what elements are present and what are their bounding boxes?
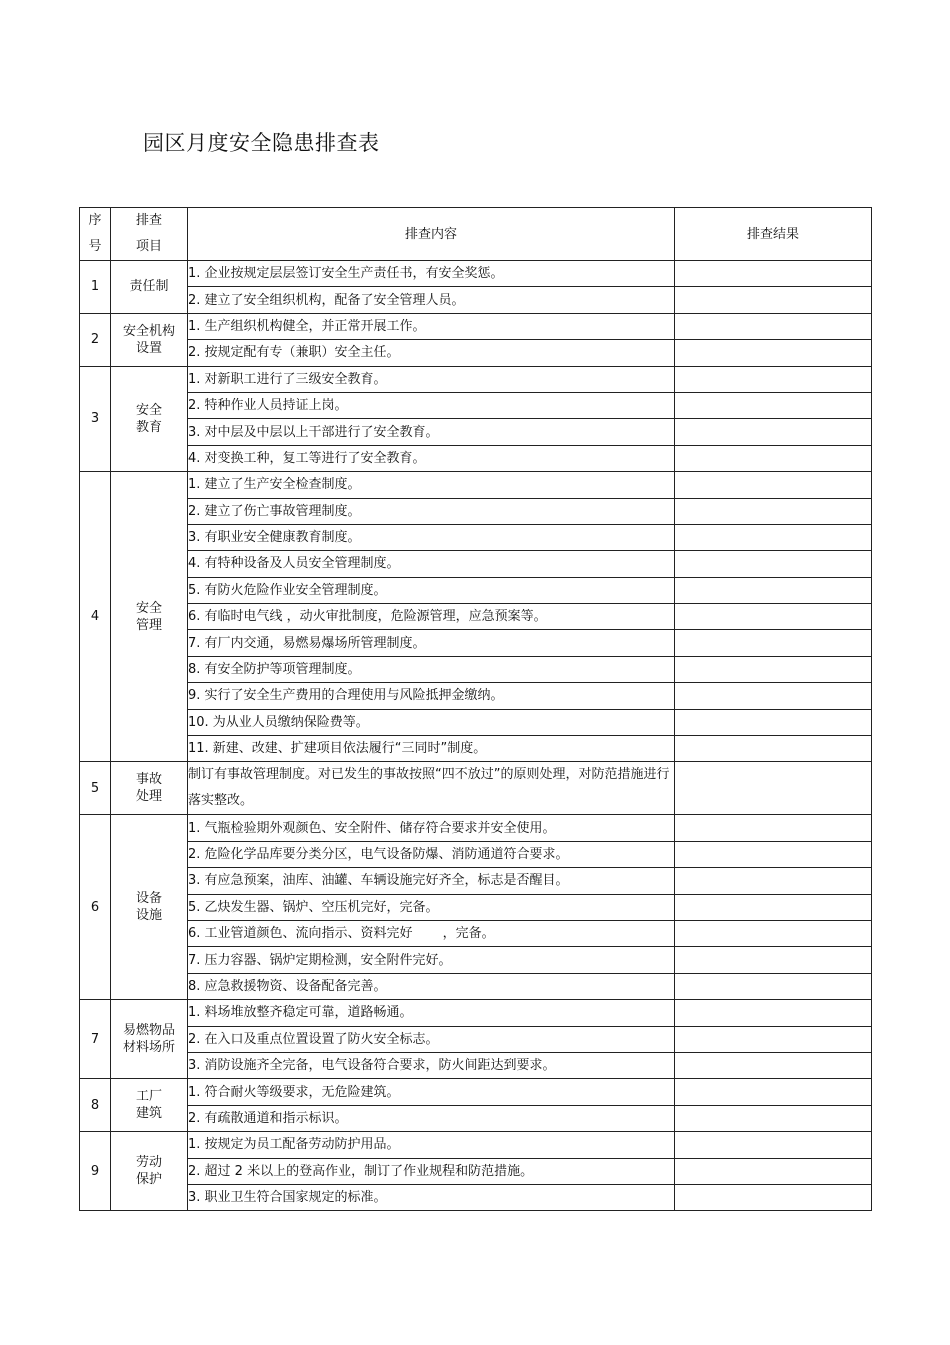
table-row (80, 340, 872, 366)
table-row (80, 973, 872, 999)
section-item-line: 工厂 (135, 1089, 162, 1105)
section-item-line: 设施 (135, 908, 162, 924)
section-item-line: 管理 (135, 617, 162, 633)
table-row (80, 419, 872, 445)
check-content: 1. 生产组织机构健全，并正常开展工作。 (188, 313, 675, 339)
check-content: 2. 有疏散通道和指示标识。 (188, 1105, 675, 1131)
section-item-line: 教育 (135, 419, 162, 435)
table-row (80, 498, 872, 524)
table-row (80, 261, 872, 287)
table-row (80, 841, 872, 867)
section-number: 4 (80, 472, 111, 762)
section-item-line: 建筑 (135, 1106, 162, 1122)
section-item-line: 事故 (135, 772, 162, 788)
check-content: 8. 有安全防护等项管理制度。 (188, 656, 675, 682)
check-result-cell[interactable] (675, 1158, 872, 1184)
check-content: 3. 职业卫生符合国家规定的标准。 (188, 1184, 675, 1210)
check-content: 1. 料场堆放整齐稳定可靠，道路畅通。 (188, 1000, 675, 1026)
section-item-line: 处理 (135, 789, 162, 805)
check-content: 2. 特种作业人员持证上岗。 (188, 392, 675, 418)
section-item-line: 保护 (135, 1172, 162, 1188)
check-content: 2. 建立了安全组织机构，配备了安全管理人员。 (188, 287, 675, 313)
inspection-table (79, 207, 872, 1211)
check-result-cell[interactable] (675, 1184, 872, 1210)
table-row (80, 894, 872, 920)
table-header-row (80, 208, 872, 261)
table-row (80, 287, 872, 313)
check-content: 2. 超过 2 米以上的登高作业，制订了作业规程和防范措施。 (188, 1158, 675, 1184)
check-content: 9. 实行了安全生产费用的合理使用与风险抵押金缴纳。 (188, 683, 675, 709)
table-row (80, 947, 872, 973)
check-result-cell[interactable] (675, 604, 872, 630)
section-number: 5 (80, 762, 111, 815)
check-content: 2. 在入口及重点位置设置了防火安全标志。 (188, 1026, 675, 1052)
table-row (80, 313, 872, 339)
table-row (80, 736, 872, 762)
table-row (80, 551, 872, 577)
section-number: 7 (80, 1000, 111, 1079)
section-number: 1 (80, 261, 111, 314)
table-row (80, 762, 872, 815)
table-row (80, 445, 872, 471)
check-content: 3. 消防设施齐全完备，电气设备符合要求，防火间距达到要求。 (188, 1052, 675, 1078)
check-content: 1. 建立了生产安全检查制度。 (188, 472, 675, 498)
check-content: 2. 危险化学品库要分类分区，电气设备防爆、消防通道符合要求。 (188, 841, 675, 867)
check-content: 3. 有应急预案，油库、油罐、车辆设施完好齐全，标志是否醒目。 (188, 868, 675, 894)
section-item (111, 1079, 188, 1132)
header-no-line2: 号 (88, 239, 102, 254)
section-item-line: 劳动 (135, 1155, 162, 1171)
section-item-line: 设备 (135, 891, 162, 907)
section-item (111, 472, 188, 762)
header-item (111, 208, 188, 261)
check-result-cell[interactable] (675, 841, 872, 867)
table-row (80, 1105, 872, 1131)
header-content: 排查内容 (188, 208, 675, 261)
table-row (80, 472, 872, 498)
check-result-cell[interactable] (675, 1026, 872, 1052)
section-item (111, 1000, 188, 1079)
check-content: 3. 有职业安全健康教育制度。 (188, 524, 675, 550)
section-item (111, 815, 188, 1000)
check-content: 7. 有厂内交通，易燃易爆场所管理制度。 (188, 630, 675, 656)
check-result-cell[interactable] (675, 920, 872, 946)
table-row (80, 577, 872, 603)
check-result-cell[interactable] (675, 1105, 872, 1131)
check-result-cell[interactable] (675, 577, 872, 603)
check-result-cell[interactable] (675, 392, 872, 418)
table-row (80, 1000, 872, 1026)
document-title: 园区月度安全隐患排查表 (143, 131, 380, 155)
check-content: 1. 对新职工进行了三级安全教育。 (188, 366, 675, 392)
check-content: 5. 有防火危险作业安全管理制度。 (188, 577, 675, 603)
section-item (111, 762, 188, 815)
check-content: 7. 压力容器、锅炉定期检测，安全附件完好。 (188, 947, 675, 973)
check-result-cell[interactable] (675, 1132, 872, 1158)
check-content: 1. 企业按规定层层签订安全生产责任书，有安全奖惩。 (188, 261, 675, 287)
header-no-line1: 序 (88, 213, 102, 228)
check-result-cell[interactable] (675, 340, 872, 366)
table-row (80, 920, 872, 946)
table-row (80, 815, 872, 841)
check-result-cell[interactable] (675, 894, 872, 920)
table-row (80, 392, 872, 418)
check-result-cell[interactable] (675, 524, 872, 550)
check-result-cell[interactable] (675, 973, 872, 999)
section-item-line: 责任制 (129, 279, 169, 295)
check-result-cell[interactable] (675, 261, 872, 287)
check-result-cell[interactable] (675, 947, 872, 973)
check-result-cell[interactable] (675, 736, 872, 762)
check-content: 4. 有特种设备及人员安全管理制度。 (188, 551, 675, 577)
section-item (111, 1132, 188, 1211)
table-row (80, 524, 872, 550)
check-result-cell[interactable] (675, 287, 872, 313)
check-result-cell[interactable] (675, 472, 872, 498)
section-number: 6 (80, 815, 111, 1000)
table-row (80, 1158, 872, 1184)
section-number: 2 (80, 313, 111, 366)
check-result-cell[interactable] (675, 1000, 872, 1026)
check-result-cell[interactable] (675, 1079, 872, 1105)
check-result-cell[interactable] (675, 366, 872, 392)
check-content: 6. 工业管道颜色、流向指示、资料完好 ，完备。 (188, 920, 675, 946)
header-no (80, 208, 111, 261)
check-result-cell[interactable] (675, 445, 872, 471)
section-item (111, 261, 188, 314)
section-item-line: 安全 (135, 402, 162, 418)
header-result: 排查结果 (675, 208, 872, 261)
check-result-cell[interactable] (675, 656, 872, 682)
table-row (80, 656, 872, 682)
check-content: 1. 符合耐火等级要求，无危险建筑。 (188, 1079, 675, 1105)
section-item-line: 安全 (135, 600, 162, 616)
section-item (111, 366, 188, 472)
check-result-cell[interactable] (675, 683, 872, 709)
section-item-line: 设置 (135, 340, 162, 356)
section-item-line: 安全机构 (122, 323, 175, 339)
check-content: 4. 对变换工种，复工等进行了安全教育。 (188, 445, 675, 471)
check-content: 3. 对中层及中层以上干部进行了安全教育。 (188, 419, 675, 445)
table-row (80, 630, 872, 656)
check-content: 制订有事故管理制度。对已发生的事故按照“四不放过”的原则处理，对防范措施进行落实整改。 (188, 762, 675, 815)
check-content: 2. 建立了伤亡事故管理制度。 (188, 498, 675, 524)
table-row (80, 709, 872, 735)
header-item-line1: 排查 (135, 213, 162, 228)
section-item (111, 313, 188, 366)
table-row (80, 1132, 872, 1158)
check-content: 11. 新建、改建、扩建项目依法履行“三同时”制度。 (188, 736, 675, 762)
check-content: 8. 应急救援物资、设备配备完善。 (188, 973, 675, 999)
check-result-cell[interactable] (675, 1052, 872, 1078)
check-result-cell[interactable] (675, 313, 872, 339)
section-number: 8 (80, 1079, 111, 1132)
check-result-cell[interactable] (675, 630, 872, 656)
table-row (80, 868, 872, 894)
check-content: 2. 按规定配有专（兼职）安全主任。 (188, 340, 675, 366)
check-result-cell[interactable] (675, 498, 872, 524)
table-row (80, 1184, 872, 1210)
header-item-line2: 项目 (135, 239, 162, 254)
section-item-line: 易燃物品 (122, 1023, 175, 1039)
table-row (80, 604, 872, 630)
section-item-line: 材料场所 (122, 1040, 175, 1056)
table-row (80, 1052, 872, 1078)
check-result-cell[interactable] (675, 815, 872, 841)
check-content: 1. 气瓶检验期外观颜色、安全附件、储存符合要求并安全使用。 (188, 815, 675, 841)
check-result-cell[interactable] (675, 762, 872, 815)
table-row (80, 366, 872, 392)
check-result-cell[interactable] (675, 868, 872, 894)
check-result-cell[interactable] (675, 709, 872, 735)
check-result-cell[interactable] (675, 419, 872, 445)
table-row (80, 683, 872, 709)
section-number: 3 (80, 366, 111, 472)
check-content: 5. 乙炔发生器、锅炉、空压机完好，完备。 (188, 894, 675, 920)
check-content: 10. 为从业人员缴纳保险费等。 (188, 709, 675, 735)
table-row (80, 1026, 872, 1052)
section-number: 9 (80, 1132, 111, 1211)
check-result-cell[interactable] (675, 551, 872, 577)
check-content: 6. 有临时电气线 ，动火审批制度，危险源管理，应急预案等。 (188, 604, 675, 630)
check-content: 1. 按规定为员工配备劳动防护用品。 (188, 1132, 675, 1158)
table-row (80, 1079, 872, 1105)
